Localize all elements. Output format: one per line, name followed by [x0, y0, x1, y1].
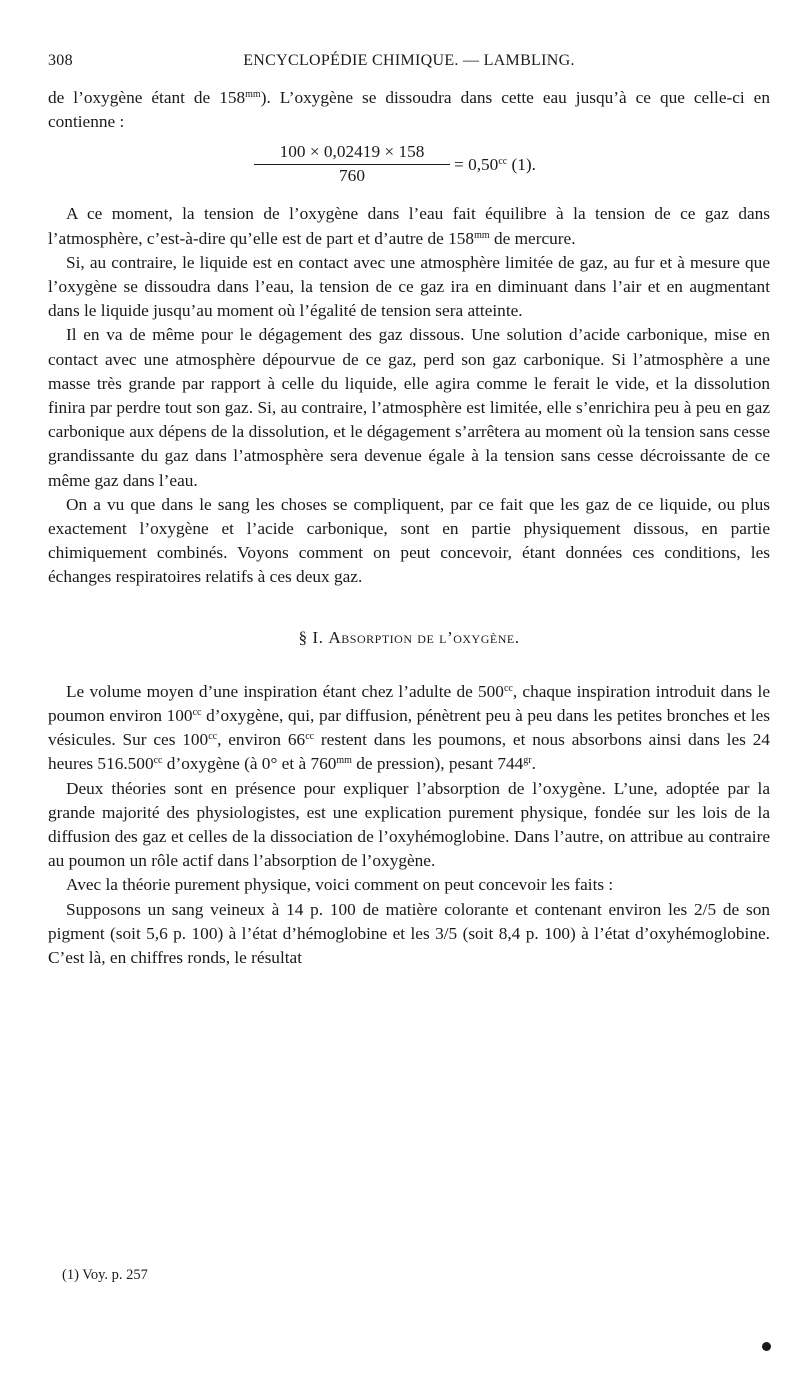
ink-dot — [762, 1342, 771, 1351]
page-body — [48, 86, 770, 970]
formula-numerator: 100 × 0,02419 × 158 — [254, 142, 450, 165]
page-number: 308 — [48, 52, 73, 69]
paragraph: de l’oxygène étant de $158^{mm}$). L’oxygène se dissoudra dans cette eau jusqu’à ce que celle-ci en contienne : — [48, 88, 770, 132]
page-header — [48, 52, 770, 74]
formula-result: = 0,50$^{cc}$ (1). — [454, 155, 536, 175]
paragraph: Il en va de même pour le dégagement des gaz dissous. Une solution d’acide carbonique, mise en contact avec une atmosphère dépourvue de ce gaz, perd son gaz carbonique. Si l’atmosphère a une masse très grande par rapport à celle du liquide, elle agira comme le ferait le vide, et la dissolution finira par perdre tout son gaz. Si, au contraire, l’atmosphère est limitée, elle s’enrichira peu à peu en gaz carbonique aux dépens de la dissolution, et le dégagement s’arrêtera au moment où la tension sans cesse grandissante du gaz dans l’atmosphère sera devenue égale à la tension sans cesse décroissante de ce même gaz dans l’eau. — [48, 325, 770, 490]
running-title: ENCYCLOPÉDIE CHIMIQUE. — LAMBLING. — [243, 52, 575, 69]
paragraph: Avec la théorie purement physique, voici comment on peut concevoir les faits : — [66, 875, 614, 895]
section-heading: § I. Absorption de l’oxygène. — [298, 627, 520, 647]
formula — [254, 142, 770, 194]
formula-denominator: 760 — [339, 166, 365, 186]
paragraph: On a vu que dans le sang les choses se compliquent, par ce fait que les gaz de ce liquide, ou plus exactement l’oxygène et l’acide carbonique, sont en partie physiquement dissous, en partie chimiquement combinés. Voyons comment on peut concevoir, étant données ces conditions, les échanges respiratoires relatifs à ces deux gaz. — [48, 494, 770, 587]
paragraph: Si, au contraire, le liquide est en contact avec une atmosphère limitée de gaz, au fur et à mesure que l’oxygène se dissoudra dans l’eau, la tension de ce gaz ira en diminuant dans l’air et en augmentant dans le liquide jusqu’au moment où l’égalité de tension sera atteinte. — [48, 252, 770, 321]
paragraph: Deux théories sont en présence pour expliquer l’absorption de l’oxygène. L’une, adoptée par la grande majorité des physiologistes, est une explication purement physique, fondée sur les lois de la diffusion des gaz et celles de la dissociation de l’oxyhémoglobine. Dans l’autre, on attribue au contraire au poumon un rôle actif dans l’absorption de l’oxygène. — [48, 778, 770, 871]
paragraph: A ce moment, la tension de l’oxygène dans l’eau fait équilibre à la tension de ce gaz dans l’atmosphère, c’est-à-dire qu’elle est de part et d’autre de $158^{mm}$ de mercure. — [48, 204, 770, 248]
paragraph: Supposons un sang veineux à 14 p. 100 de matière colorante et contenant environ les 2/5 de son pigment (soit 5,6 p. 100) à l’état d’hémoglobine et les 3/5 (soit 8,4 p. 100) à l’état d’oxyhémoglobine. C’est là, en chiffres ronds, le résultat — [48, 899, 770, 968]
paragraph: Le volume moyen d’une inspiration étant chez l’adulte de $500^{cc}$, chaque inspiration introduit dans le poumon environ $100^{cc}$ d’oxygène, qui, par diffusion, pénètrent peu à peu dans les petites bronches et les vésicules. Sur ces $100^{cc}$, environ $66^{cc}$ restent dans les poumons, et nous absorbons ainsi dans les 24 heures 516.500$^{cc}$ d’oxygène (à 0° et à $760^{mm}$ de pression), pesant $744^{gr}$. — [48, 681, 770, 774]
footnote: (1) Voy. p. 257 — [62, 1267, 148, 1283]
formula-fraction — [254, 142, 450, 187]
